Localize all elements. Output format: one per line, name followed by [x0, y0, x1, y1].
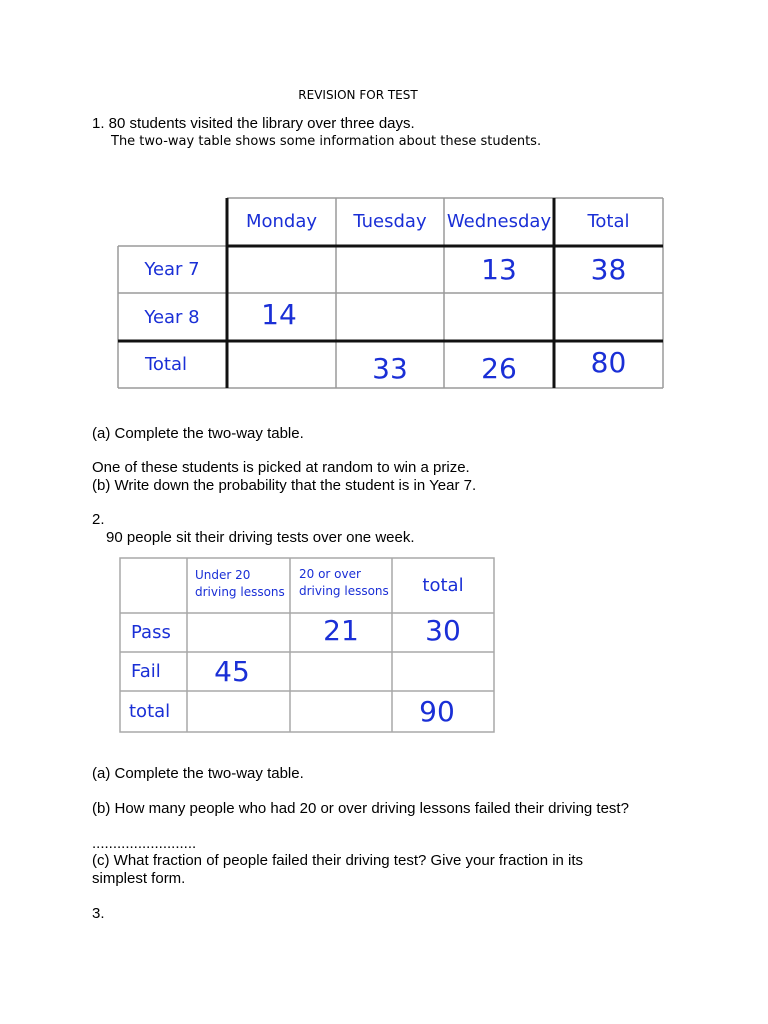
row-label-total: Total — [144, 354, 188, 375]
row-label-pass: Pass — [131, 622, 171, 643]
row-label-year8: Year 8 — [144, 306, 200, 328]
table-cell: 33 — [372, 352, 408, 385]
library-two-way-table — [117, 197, 664, 389]
page-title: REVISION FOR TEST — [298, 88, 418, 102]
table-cell: 13 — [481, 253, 517, 286]
row-label-total: total — [129, 701, 171, 722]
table-cell — [290, 652, 392, 691]
table-cell: 90 — [419, 695, 455, 728]
col-header-line: 20 or over — [299, 567, 361, 581]
table-cell — [554, 293, 663, 341]
table-cell — [227, 246, 336, 293]
col-header-tuesday: Tuesday — [353, 211, 427, 232]
q2-part-c-line2: simplest form. — [92, 870, 186, 887]
col-header-monday: Monday — [245, 211, 318, 232]
col-header-total: Total — [587, 211, 630, 232]
q1-intro: The two-way table shows some information about these students. — [111, 134, 542, 149]
col-header-line: driving lessons — [299, 584, 389, 598]
col-header-wednesday: Wednesday — [446, 211, 552, 232]
q2-part-a: (a) Complete the two-way table. — [92, 765, 304, 782]
table-cell: 30 — [425, 614, 461, 647]
col-header-20-or-over — [299, 566, 392, 600]
answer-dots: ......................... — [92, 835, 197, 852]
q1-part-a: (a) Complete the two-way table. — [92, 425, 304, 442]
q2-intro: 90 people sit their driving tests over one week. — [106, 529, 415, 546]
table-cell — [444, 293, 554, 341]
row-label-year7: Year 7 — [144, 259, 200, 280]
table-cell — [392, 652, 494, 691]
col-header-under-20 — [195, 567, 290, 601]
q1-prize-line: One of these students is picked at random to win a prize. — [92, 459, 470, 476]
table-cell: 45 — [214, 655, 250, 688]
col-header-line: Under 20 — [195, 568, 251, 582]
table-cell — [336, 293, 444, 341]
table-cell — [290, 691, 392, 732]
table-cell: 38 — [590, 253, 627, 286]
col-header-line: driving lessons — [195, 585, 285, 599]
q1-stem: 1. 80 students visited the library over three days. — [92, 115, 415, 132]
q1-part-b: (b) Write down the probability that the student is in Year 7. — [92, 477, 477, 494]
table-cell — [336, 246, 444, 293]
row-label-fail: Fail — [131, 661, 161, 682]
table-cell: 80 — [590, 346, 627, 379]
q2-part-c-line1: (c) What fraction of people failed their driving test? Give your fraction in its — [92, 852, 584, 869]
col-header-total: total — [422, 574, 464, 596]
table-cell — [187, 691, 290, 732]
table-cell: 21 — [323, 614, 359, 647]
table-cell — [227, 341, 336, 388]
table-cell: 26 — [481, 352, 517, 385]
driving-two-way-table — [119, 557, 496, 733]
q2-number: 2. — [92, 511, 105, 528]
q2-part-b: (b) How many people who had 20 or over driving lessons failed their driving test? — [92, 800, 629, 817]
q3-number: 3. — [92, 905, 105, 922]
table-cell — [187, 613, 290, 652]
table-cell: 14 — [261, 297, 297, 331]
